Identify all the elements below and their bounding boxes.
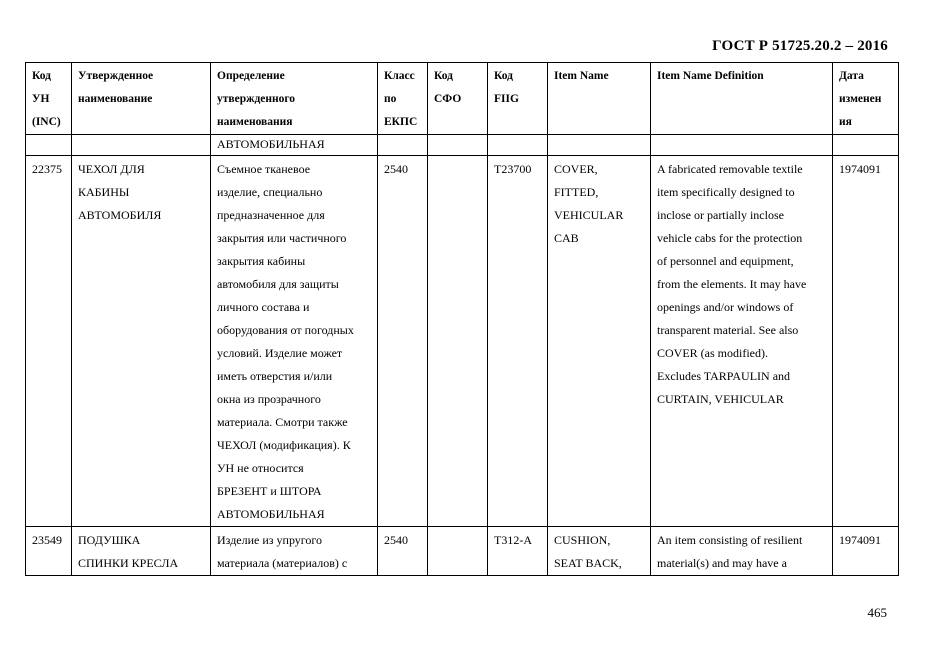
text-line: VEHICULAR bbox=[554, 208, 624, 222]
text-line: Определение bbox=[217, 70, 285, 82]
text-line: АВТОМОБИЛЯ bbox=[78, 208, 162, 222]
cell-definition-ru bbox=[211, 135, 378, 156]
text-line: ия bbox=[839, 116, 852, 128]
text-line: COVER, bbox=[554, 162, 598, 176]
text-line: иметь отверстия и/или bbox=[217, 369, 333, 383]
column-header-inc bbox=[26, 63, 72, 135]
text-line: An item consisting of resilient bbox=[657, 533, 803, 547]
column-header-sfo-code bbox=[428, 63, 488, 135]
cell-class: 2540 bbox=[378, 527, 428, 576]
cell-fiig: T312-A bbox=[488, 527, 548, 576]
cell-empty bbox=[378, 135, 428, 156]
column-header-item-name bbox=[548, 63, 651, 135]
catalog-table bbox=[25, 62, 899, 576]
table-row bbox=[26, 527, 899, 576]
text-line: CURTAIN, VEHICULAR bbox=[657, 392, 784, 406]
cell-approved-name bbox=[72, 527, 211, 576]
text-line: transparent material. See also bbox=[657, 323, 799, 337]
table-row-continuation bbox=[26, 135, 899, 156]
cell-sfo bbox=[428, 527, 488, 576]
cell-inc: 23549 bbox=[26, 527, 72, 576]
cell-empty bbox=[488, 135, 548, 156]
text-line: FIIG bbox=[494, 93, 519, 105]
column-header-approved-name bbox=[72, 63, 211, 135]
text-line: условий. Изделие может bbox=[217, 346, 343, 360]
cell-definition-ru bbox=[211, 156, 378, 527]
text-line: СФО bbox=[434, 93, 462, 105]
cell-inc: 22375 bbox=[26, 156, 72, 527]
text-line: СПИНКИ КРЕСЛА bbox=[78, 556, 179, 570]
text-line: Дата bbox=[839, 70, 864, 82]
text-line: of personnel and equipment, bbox=[657, 254, 794, 268]
text-line: наименования bbox=[217, 116, 293, 128]
text-line: Код bbox=[494, 70, 514, 82]
text-line: закрытия или частичного bbox=[217, 231, 347, 245]
column-header-item-name-definition bbox=[651, 63, 833, 135]
cell-empty bbox=[26, 135, 72, 156]
text-line: материала. Смотри также bbox=[217, 415, 348, 429]
text-line: изделие, специально bbox=[217, 185, 323, 199]
text-line: openings and/or windows of bbox=[657, 300, 794, 314]
cell-empty bbox=[72, 135, 211, 156]
cell-item-definition bbox=[651, 527, 833, 576]
cell-change-date: 1974091 bbox=[833, 527, 899, 576]
text-line: from the elements. It may have bbox=[657, 277, 807, 291]
text-line: оборудования от погодных bbox=[217, 323, 354, 337]
text-line: по bbox=[384, 93, 397, 105]
text-line: Item Name Definition bbox=[657, 70, 764, 82]
text-line: автомобиля для защиты bbox=[217, 277, 339, 291]
text-line: Код bbox=[434, 70, 454, 82]
text-line: ПОДУШКА bbox=[78, 533, 141, 547]
column-header-class bbox=[378, 63, 428, 135]
page-number: 465 bbox=[867, 605, 887, 620]
text-line: материала (материалов) с bbox=[217, 556, 348, 570]
cell-empty bbox=[548, 135, 651, 156]
cell-sfo bbox=[428, 156, 488, 527]
cell-approved-name bbox=[72, 156, 211, 527]
text-line: окна из прозрачного bbox=[217, 392, 321, 406]
text-line: FITTED, bbox=[554, 185, 599, 199]
text-line: личного состава и bbox=[217, 300, 310, 314]
text-line: АВТОМОБИЛЬНАЯ bbox=[217, 507, 325, 521]
cell-change-date: 1974091 bbox=[833, 156, 899, 527]
text-line: ЧЕХОЛ (модификация). К bbox=[217, 438, 351, 452]
text-line: Утвержденное bbox=[78, 70, 154, 82]
document-standard-header: ГОСТ Р 51725.20.2 – 2016 bbox=[712, 38, 888, 54]
text-line: Изделие из упругого bbox=[217, 533, 323, 547]
text-line: Код bbox=[32, 70, 52, 82]
text-line: БРЕЗЕНТ и ШТОРА bbox=[217, 484, 322, 498]
column-header-name-definition bbox=[211, 63, 378, 135]
column-header-change-date bbox=[833, 63, 899, 135]
text-line: Item Name bbox=[554, 70, 609, 82]
text-line: Класс bbox=[384, 70, 415, 82]
text-line: inclose or partially inclose bbox=[657, 208, 784, 222]
text-line: ЧЕХОЛ ДЛЯ bbox=[78, 162, 145, 176]
text-line: CAB bbox=[554, 231, 579, 245]
text-line: утвержденного bbox=[217, 93, 296, 105]
text-line: наименование bbox=[78, 93, 153, 105]
text-line: SEAT BACK, bbox=[554, 556, 622, 570]
text-line: УН bbox=[32, 93, 50, 105]
text-line: Excludes TARPAULIN and bbox=[657, 369, 791, 383]
cell-fiig: T23700 bbox=[488, 156, 548, 527]
text-line: CUSHION, bbox=[554, 533, 611, 547]
text-line: закрытия кабины bbox=[217, 254, 306, 268]
text-line: УН не относится bbox=[217, 461, 304, 475]
cell-item-name bbox=[548, 527, 651, 576]
cell-class: 2540 bbox=[378, 156, 428, 527]
column-header-fiig-code bbox=[488, 63, 548, 135]
text-line: КАБИНЫ bbox=[78, 185, 130, 199]
text-line: предназначенное для bbox=[217, 208, 325, 222]
text-line: A fabricated removable textile bbox=[657, 162, 803, 176]
cell-empty bbox=[651, 135, 833, 156]
table-row bbox=[26, 156, 899, 527]
cell-item-definition bbox=[651, 156, 833, 527]
text-line: item specifically designed to bbox=[657, 185, 795, 199]
text-line: АВТОМОБИЛЬНАЯ bbox=[217, 137, 325, 151]
text-line: material(s) and may have a bbox=[657, 556, 787, 570]
text-line: COVER (as modified). bbox=[657, 346, 768, 360]
text-line: изменен bbox=[839, 93, 882, 105]
text-line: Съемное тканевое bbox=[217, 162, 311, 176]
cell-item-name bbox=[548, 156, 651, 527]
text-line: ЕКПС bbox=[384, 116, 418, 128]
cell-empty bbox=[833, 135, 899, 156]
cell-definition-ru bbox=[211, 527, 378, 576]
text-line: (INC) bbox=[32, 116, 61, 128]
text-line: vehicle cabs for the protection bbox=[657, 231, 803, 245]
cell-empty bbox=[428, 135, 488, 156]
table-header-row bbox=[26, 63, 899, 135]
